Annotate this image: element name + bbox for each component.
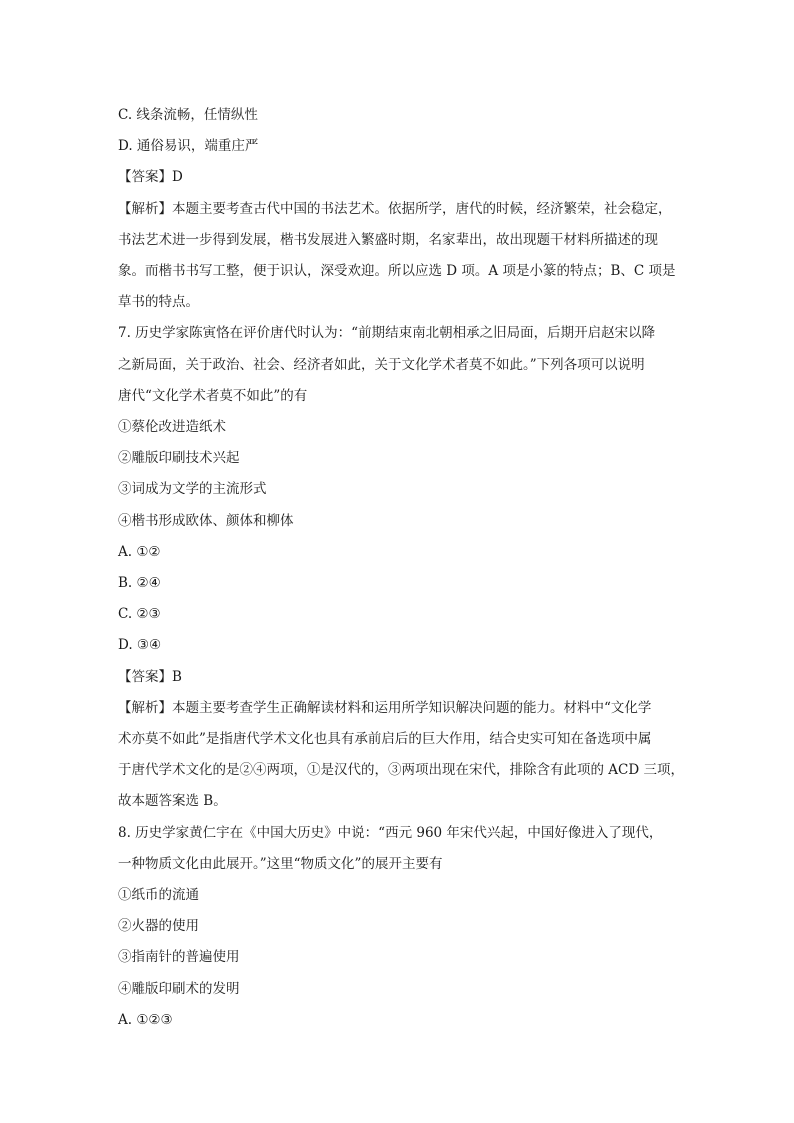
- text-line: ①蔡伦改进造纸术: [118, 419, 226, 436]
- text-line: A. ①②: [118, 543, 161, 560]
- text-line: C. ②③: [118, 606, 161, 623]
- paragraph: [118, 693, 683, 818]
- paragraph-row: 故本题答案选 B。: [118, 793, 227, 810]
- paragraph-row: 于唐代学术文化的是②④两项，①是汉代的，③两项出现在宋代，排除含有此项的 ACD 三项，: [118, 762, 684, 779]
- text-line: 【答案】B: [118, 668, 182, 685]
- text-line: A. ①②③: [118, 1011, 173, 1028]
- text-line: ①纸币的流通: [118, 887, 199, 904]
- text-line: B. ②④: [118, 575, 161, 592]
- text-line: ②火器的使用: [118, 918, 199, 935]
- paragraph: [118, 194, 683, 319]
- paragraph-row: 8. 历史学家黄仁宇在《中国大历史》中说：“西元 960 年宋代兴起，中国好像进入了现代，: [118, 824, 663, 841]
- paragraph-row: 书法艺术进一步得到发展，楷书发展进入繁盛时期，名家辈出，故出现题干材料所描述的现: [118, 231, 658, 248]
- text-line: D. ③④: [118, 637, 162, 654]
- paragraph-row: 之新局面，关于政治、社会、经济者如此，关于文化学术者莫不如此。”下列各项可以说明: [118, 356, 645, 373]
- paragraph: [118, 818, 683, 880]
- paragraph-row: 7. 历史学家陈寅恪在评价唐代时认为：“前期结束南北朝相承之旧局面，后期开启赵宋以降: [118, 325, 656, 342]
- paragraph: [118, 318, 683, 412]
- paragraph-row: 术亦莫不如此”是指唐代学术文化也具有承前启后的巨大作用，结合史实可知在备选项中属: [118, 731, 652, 748]
- text-line: ③词成为文学的主流形式: [118, 481, 267, 498]
- document-page: [118, 100, 683, 1036]
- document-content: [118, 100, 683, 1036]
- text-line: ④雕版印刷术的发明: [118, 980, 240, 997]
- paragraph-row: 一种物质文化由此展开。”这里“物质文化”的展开主要有: [118, 855, 443, 872]
- paragraph-row: 【解析】本题主要考查学生正确解读材料和运用所学知识解决问题的能力。材料中“文化学: [118, 699, 652, 716]
- paragraph-row: 【解析】本题主要考查古代中国的书法艺术。依据所学，唐代的时候，经济繁荣，社会稳定，: [118, 200, 672, 217]
- text-line: D. 通俗易识，端重庄严: [118, 138, 259, 155]
- paragraph-row: 草书的特点。: [118, 294, 199, 311]
- text-line: ③指南针的普遍使用: [118, 949, 240, 966]
- paragraph-row: 唐代“文化学术者莫不如此”的有: [118, 387, 308, 404]
- text-line: ④楷书形成欧体、颜体和柳体: [118, 512, 294, 529]
- text-line: C. 线条流畅，任情纵性: [118, 107, 258, 123]
- paragraph-row: 象。而楷书书写工整，便于识认，深受欢迎。所以应选 D 项。A 项是小篆的特点；B、C 项是: [118, 263, 676, 280]
- text-line: ②雕版印刷技术兴起: [118, 450, 240, 467]
- text-line: 【答案】D: [118, 169, 183, 186]
